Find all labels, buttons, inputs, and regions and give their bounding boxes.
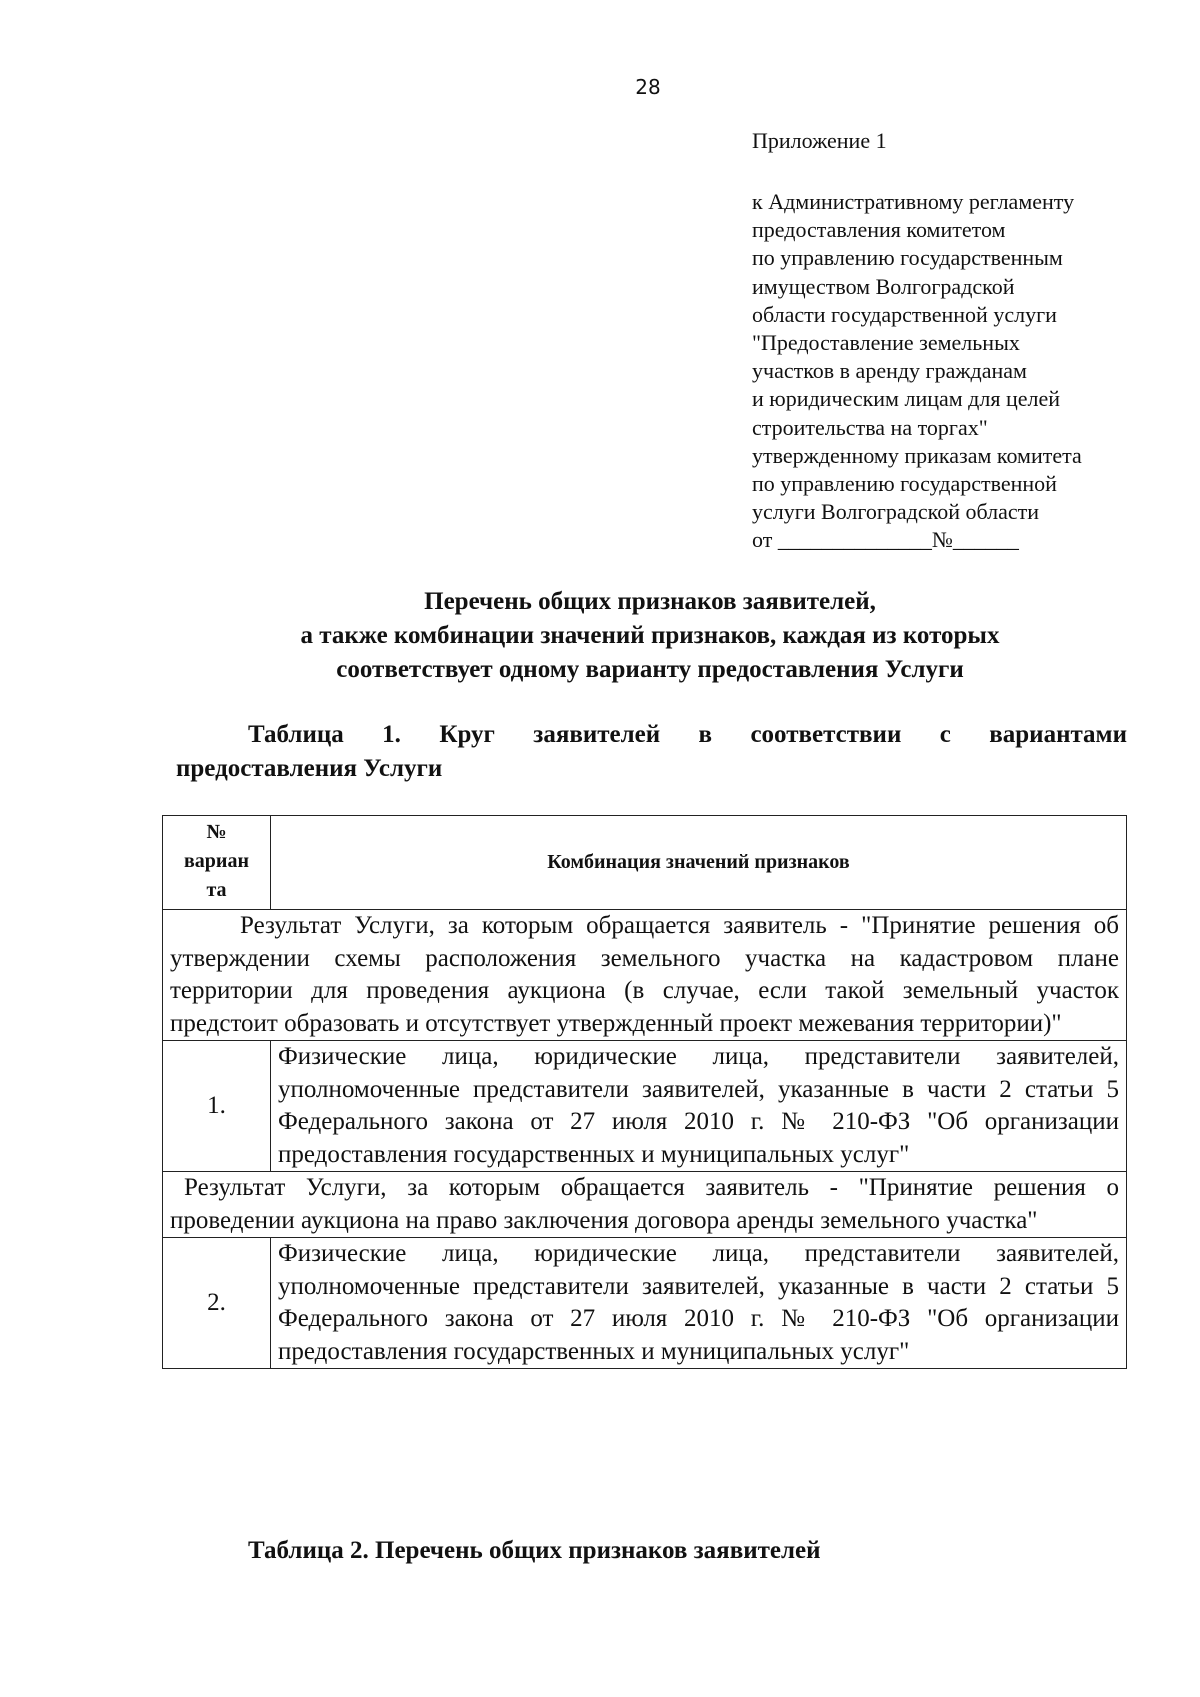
combination-header: Комбинация значений признаков (271, 816, 1127, 910)
regulation-line: "Предоставление земельных (752, 330, 1020, 356)
table2-caption: Таблица 2. Перечень общих признаков заявителей (248, 1537, 821, 1564)
regulation-line: строительства на торгах" (752, 414, 988, 440)
table-header-row (163, 816, 1127, 910)
appendix-label: Приложение 1 (752, 128, 887, 153)
regulation-line: предоставления комитетом (752, 217, 1006, 243)
document-title-line: а также комбинации значений признаков, каждая из которых (300, 622, 1000, 649)
result-cell: Результат Услуги, за которым обращается заявитель - "Принятие решения об утверждении схемы расположения земельного участка на кадастровом плане территории для проведения аукциона (в случае, если такой земельный участок предстоит образовать и отсутствует утвержденный проект межевания территории)" (163, 910, 1127, 1041)
regulation-line: по управлению государственным (752, 245, 1063, 271)
table1-caption (176, 718, 1127, 786)
page-number: 28 (635, 75, 661, 99)
document-title (170, 585, 1130, 687)
regulation-line: услуги Волгоградской области (752, 499, 1040, 525)
regulation-reference (752, 188, 1142, 555)
variant-combination: Физические лица, юридические лица, представители заявителей, уполномоченные представители заявителей, указанные в части 2 статьи 5 Федерального закона от 27 июля 2010 г. № 210-ФЗ "Об организации предоставления государственных и муниципальных услуг" (271, 1238, 1127, 1369)
document-title-line: соответствует одному варианту предоставления Услуги (336, 656, 964, 683)
regulation-line: утвержденному приказам комитета (752, 442, 1082, 468)
document-title-line: Перечень общих признаков заявителей, (424, 588, 876, 615)
table-row (163, 1238, 1127, 1369)
result-row (163, 910, 1127, 1041)
regulation-line: к Административному регламенту (752, 189, 1075, 214)
table1-caption-line1: Таблица 1. Круг заявителей в соответствии с вариантами (248, 721, 1127, 748)
result-cell: Результат Услуги, за которым обращается заявитель - "Принятие решения о проведении аукциона на право заключения договора аренды земельного участка" (163, 1172, 1127, 1238)
table-row (163, 1041, 1127, 1172)
variant-number: 1. (163, 1041, 271, 1172)
regulation-line: имуществом Волгоградской (752, 273, 1015, 299)
applicants-table (162, 815, 1127, 1369)
variant-number-header: № вариан та (163, 816, 271, 910)
table1-caption-line2: предоставления Услуги (176, 755, 443, 782)
regulation-line: и юридическим лицам для целей (752, 386, 1061, 412)
result-row (163, 1172, 1127, 1238)
regulation-line: по управлению государственной (752, 471, 1057, 497)
variant-combination: Физические лица, юридические лица, представители заявителей, уполномоченные представители заявителей, указанные в части 2 статьи 5 Федерального закона от 27 июля 2010 г. № 210-ФЗ "Об организации предоставления государственных и муниципальных услуг" (271, 1041, 1127, 1172)
regulation-line: области государственной услуги (752, 301, 1057, 327)
regulation-line: участков в аренду гражданам (752, 358, 1027, 384)
variant-number: 2. (163, 1238, 271, 1369)
regulation-date-line: от ______________№______ (752, 527, 1019, 553)
